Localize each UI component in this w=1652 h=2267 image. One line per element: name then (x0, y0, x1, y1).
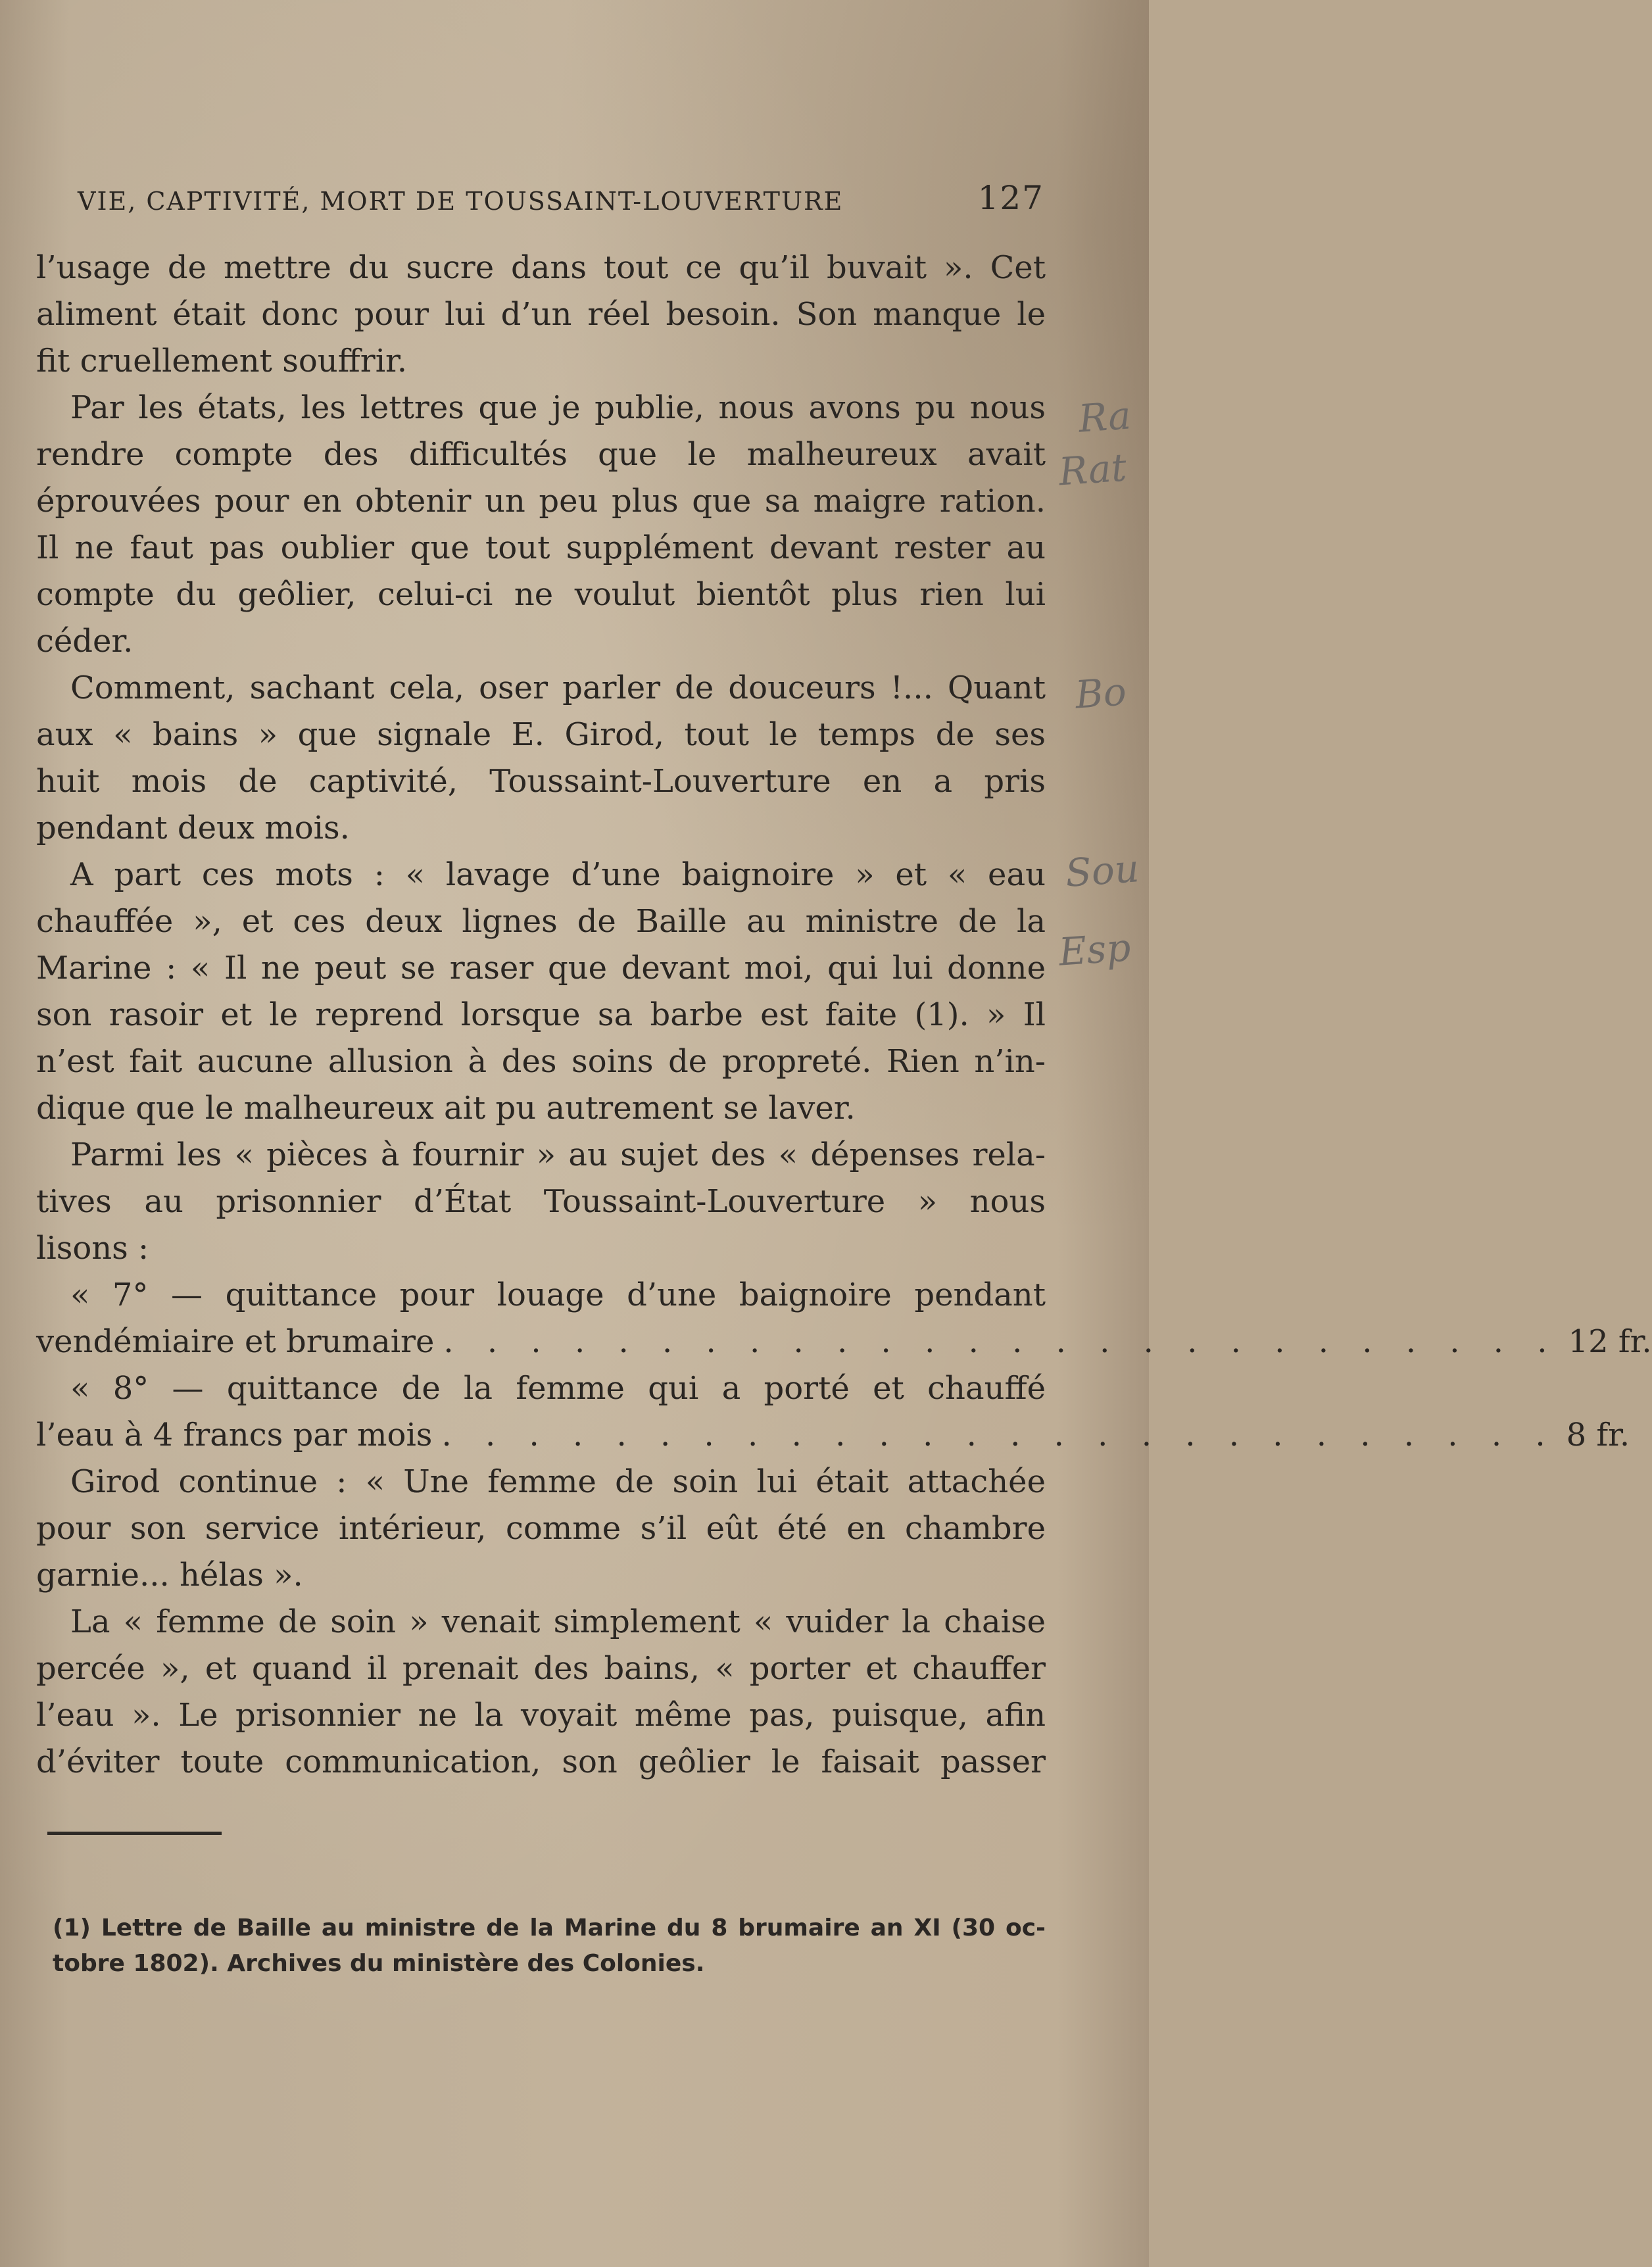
text-line: Marine : « Il ne peut se raser que devant moi, qui lui donne (36, 950, 1046, 987)
expense-description: l’eau à 4 francs par mois (36, 1417, 433, 1453)
text-line: « 8° — quittance de la femme qui a porté et chauffé (70, 1370, 1046, 1407)
text-line: céder. (36, 623, 134, 660)
handwritten-margin-note: Ra (1077, 393, 1132, 441)
text-line: d’éviter toute communication, son geôlier le faisait passer (36, 1743, 1046, 1780)
handwritten-margin-note: Sou (1063, 846, 1141, 896)
footnote-divider (47, 1832, 222, 1835)
page-header (78, 179, 1044, 225)
leader-dots: . . . . . . . . . . . . . . . . . . . . . . . . . . (441, 1417, 1557, 1453)
text-line: Comment, sachant cela, oser parler de douceurs !... Quant (70, 670, 1046, 706)
leader-dots: . . . . . . . . . . . . . . . . . . . . . . . . . . (443, 1323, 1559, 1360)
text-line: Il ne faut pas oublier que tout supplément devant rester au (36, 529, 1046, 566)
text-line: aliment était donc pour lui d’un réel besoin. Son manque le (36, 296, 1046, 333)
footnote-line: (1) Lettre de Baille au ministre de la Marine du 8 brumaire an XI (30 oc- (53, 1914, 1046, 1941)
text-line: Par les états, les lettres que je publie, nous avons pu nous (70, 389, 1046, 426)
expense-amount: 12 fr. (1568, 1323, 1652, 1360)
page-number: 127 (977, 179, 1044, 217)
footnote (53, 1911, 1046, 1982)
handwritten-margin-note: Rat (1057, 445, 1129, 495)
expense-row (36, 1319, 1652, 1365)
text-line: tives au prisonnier d’État Toussaint-Louverture » nous (36, 1183, 1046, 1220)
text-line: chauffée », et ces deux lignes de Baille au ministre de la (36, 903, 1046, 940)
handwritten-margin-note: Esp (1057, 925, 1132, 975)
text-line: l’eau ». Le prisonnier ne la voyait même pas, puisque, afin (36, 1697, 1046, 1734)
expense-amount: 8 fr. (1566, 1417, 1630, 1453)
text-line: Parmi les « pièces à fournir » au sujet des « dépenses rela- (70, 1136, 1046, 1173)
text-line: rendre compte des difficultés que le malheureux avait (36, 436, 1046, 473)
text-line: huit mois de captivité, Toussaint-Louverture en a pris (36, 763, 1046, 800)
handwritten-margin-note: Bo (1073, 669, 1128, 718)
text-line: n’est fait aucune allusion à des soins de propreté. Rien n’in- (36, 1043, 1046, 1080)
expense-description: vendémiaire et brumaire (36, 1323, 435, 1360)
text-line: dique que le malheureux ait pu autrement se laver. (36, 1090, 856, 1127)
text-line: percée », et quand il prenait des bains, « porter et chauffer (36, 1650, 1046, 1687)
text-line: Girod continue : « Une femme de soin lui était attachée (70, 1463, 1046, 1500)
text-line: fit cruellement souffrir. (36, 343, 407, 379)
text-line: pour son service intérieur, comme s’il eût été en chambre (36, 1510, 1046, 1547)
text-line: son rasoir et le reprend lorsque sa barbe est faite (1). » Il (36, 996, 1046, 1033)
text-line: « 7° — quittance pour louage d’une baignoire pendant (70, 1277, 1046, 1313)
text-line: lisons : (36, 1230, 149, 1267)
expense-row (36, 1412, 1630, 1459)
text-line: l’usage de mettre du sucre dans tout ce qu’il buvait ». Cet (36, 249, 1046, 286)
text-line: A part ces mots : « lavage d’une baignoire » et « eau (70, 856, 1046, 893)
text-line: compte du geôlier, celui-ci ne voulut bientôt plus rien lui (36, 576, 1046, 613)
text-line: pendant deux mois. (36, 810, 350, 846)
running-title: VIE, CAPTIVITÉ, MORT DE TOUSSAINT-LOUVERTURE (78, 187, 844, 216)
footnote-line: tobre 1802). Archives du ministère des Colonies. (53, 1950, 705, 1977)
text-line: La « femme de soin » venait simplement « vuider la chaise (70, 1603, 1046, 1640)
text-line: aux « bains » que signale E. Girod, tout le temps de ses (36, 716, 1046, 753)
text-line: éprouvées pour en obtenir un peu plus que sa maigre ration. (36, 483, 1046, 520)
text-line: garnie... hélas ». (36, 1557, 303, 1594)
